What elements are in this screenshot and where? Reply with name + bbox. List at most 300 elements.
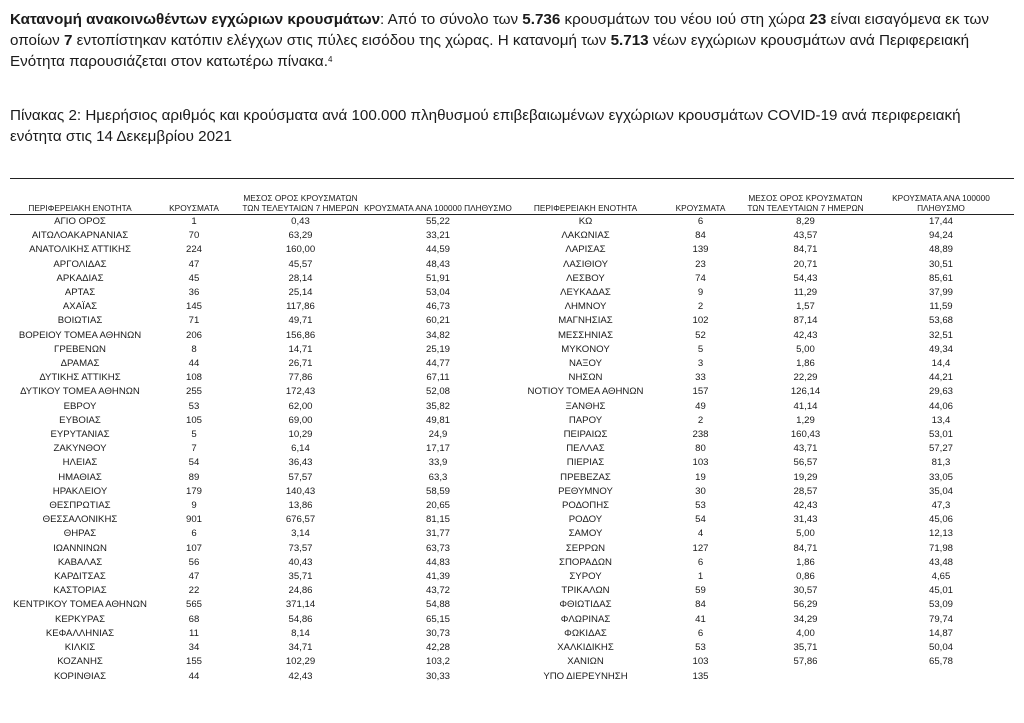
left-cases-cell: 155: [185, 656, 202, 668]
right-avg7-cell: 35,71: [793, 642, 818, 654]
table-row: [10, 499, 1014, 513]
right-region-cell: ΣΕΡΡΩΝ: [565, 542, 606, 554]
table-row: [10, 428, 1014, 442]
table-row: [10, 371, 1014, 385]
right-avg7-cell: 28,57: [793, 485, 818, 497]
intro-text-1: : Από το σύνολο των: [380, 11, 523, 28]
right-region-cell: ΦΘΙΩΤΙΔΑΣ: [559, 599, 612, 611]
left-region-cell: ΑΡΓΟΛΙΔΑΣ: [53, 258, 107, 270]
imported-cases: 23: [809, 11, 827, 28]
right-region-cell: ΠΕΛΛΑΣ: [566, 443, 605, 455]
table-row: [10, 442, 1014, 456]
left-cases-cell: 11: [189, 627, 199, 639]
right-avg7-cell: 54,43: [793, 272, 818, 284]
left-avg7-cell: 42,43: [288, 670, 313, 682]
left-cases-cell: 206: [185, 329, 202, 341]
left-per100k-cell: 30,33: [425, 670, 450, 682]
left-region-cell: ΗΛΕΙΑΣ: [62, 457, 98, 469]
table-row: [10, 556, 1014, 570]
left-per100k-cell: 103,2: [425, 656, 450, 668]
left-region-cell: ΚΕΦΑΛΛΗΝΙΑΣ: [45, 627, 115, 639]
right-per100k-cell: 44,06: [928, 400, 953, 412]
right-per100k-cell: 29,63: [928, 386, 953, 398]
intro-title: Κατανομή ανακοινωθέντων εγχώριων κρουσμάτων: [10, 11, 381, 28]
right-per100k-cell: 65,78: [928, 656, 953, 668]
right-cases-cell: 74: [695, 272, 706, 284]
right-region-cell: ΡΟΔΟΥ: [568, 514, 603, 526]
left-avg7-cell: 172,43: [285, 386, 316, 398]
left-avg7-cell: 0,43: [291, 216, 310, 227]
left-region-cell: ΔΥΤΙΚΟΥ ΤΟΜΕΑ ΑΘΗΝΩΝ: [20, 386, 140, 398]
left-per100k-cell: 44,59: [425, 244, 450, 256]
table-row: [10, 598, 1014, 612]
left-per100k-cell: 46,73: [425, 301, 450, 313]
intro-paragraph: [10, 9, 1014, 72]
left-cases-cell: 68: [188, 613, 200, 625]
right-cases-cell: 33: [695, 372, 706, 384]
right-per100k-cell: 79,74: [928, 613, 953, 625]
right-avg7-cell: 4,00: [796, 627, 815, 639]
right-per100k-cell: 30,51: [928, 258, 953, 270]
left-region-cell: ΑΓΙΟ ΟΡΟΣ: [54, 216, 106, 227]
right-cases-cell: 6: [697, 627, 704, 639]
left-avg7-cell: 28,14: [288, 272, 313, 284]
table-row: [10, 215, 1014, 230]
left-per100k-cell: 49,81: [425, 414, 450, 426]
right-avg7-cell: 84,71: [793, 244, 818, 256]
right-per100k-cell: 50,04: [928, 642, 953, 654]
total-cases: 5.736: [522, 11, 561, 28]
left-per100k-cell: 60,21: [425, 315, 450, 327]
left-per100k-cell: 52,08: [425, 386, 450, 398]
right-cases-cell: 2: [697, 301, 704, 313]
left-avg7-cell: 63,29: [288, 230, 313, 242]
left-region-cell: ΑΝΑΤΟΛΙΚΗΣ ΑΤΤΙΚΗΣ: [29, 244, 131, 256]
left-per100k-cell: 24,9: [428, 429, 448, 441]
left-per100k-cell: 33,21: [425, 230, 450, 242]
right-region-cell: ΜΑΓΝΗΣΙΑΣ: [558, 315, 613, 327]
left-cases-cell: 71: [188, 315, 200, 327]
left-avg7-cell: 10,29: [288, 429, 313, 441]
right-cases-cell: 23: [695, 258, 706, 270]
right-region-cell: ΣΠΟΡΑΔΩΝ: [559, 556, 612, 568]
right-per100k-cell: 71,98: [928, 542, 953, 554]
left-region-cell: ΕΥΡΥΤΑΝΙΑΣ: [50, 429, 110, 441]
right-region-cell: ΦΩΚΙΔΑΣ: [564, 627, 607, 639]
intro-text-2: κρουσμάτων του νέου ιού στη χώρα: [560, 11, 810, 28]
right-cases-cell: 5: [697, 343, 704, 355]
footnote-marker: 4: [327, 55, 333, 64]
left-avg7-cell: 69,00: [288, 414, 313, 426]
table-row: [10, 357, 1014, 371]
left-per100k-cell: 43,72: [425, 585, 450, 597]
left-cases-cell: 45: [188, 272, 200, 284]
right-region-cell: ΤΡΙΚΑΛΩΝ: [561, 585, 610, 597]
left-cases-cell: 565: [185, 599, 202, 611]
left-region-cell: ΚΟΖΑΝΗΣ: [57, 656, 103, 668]
cases-table-container: [10, 178, 1014, 684]
right-avg7-cell: 0,86: [796, 571, 815, 583]
left-avg7-cell: 54,86: [288, 613, 313, 625]
right-cases-cell: 80: [695, 443, 706, 455]
left-avg7-cell: 14,71: [288, 343, 313, 355]
right-avg7-cell: [743, 670, 868, 684]
left-region-cell: ΕΒΡΟΥ: [63, 400, 97, 412]
left-per100k-cell: 51,91: [425, 272, 450, 284]
left-cases-cell: 8: [191, 343, 197, 355]
right-per100k-cell: 37,99: [928, 287, 953, 299]
right-per100k-cell: 85,61: [928, 272, 953, 284]
right-region-cell: ΚΩ: [578, 216, 593, 227]
left-region-cell: ΘΕΣΣΑΛΟΝΙΚΗΣ: [42, 514, 118, 526]
left-region-cell: ΕΥΒΟΙΑΣ: [59, 414, 101, 426]
domestic-cases: 5.713: [610, 32, 649, 49]
right-avg7-cell: 5,00: [796, 343, 815, 355]
left-region-cell: ΘΗΡΑΣ: [63, 528, 97, 540]
right-avg7-cell: 87,14: [793, 315, 818, 327]
left-avg7-cell: 24,86: [288, 585, 313, 597]
table-row: [10, 627, 1014, 641]
cases-table: [10, 179, 1014, 684]
left-per100k-cell: 67,11: [426, 372, 450, 384]
table-row: [10, 456, 1014, 470]
left-region-cell: ΒΟΙΩΤΙΑΣ: [57, 315, 103, 327]
table-row: [10, 329, 1014, 343]
right-cases-cell: 135: [692, 670, 709, 682]
left-cases-cell: 70: [188, 230, 200, 242]
header-region-left: ΠΕΡΙΦΕΡΕΙΑΚΗ ΕΝΟΤΗΤΑ: [10, 179, 150, 215]
table-caption: Πίνακας 2: Ημερήσιος αριθμός και κρούσματα ανά 100.000 πληθυσμού επιβεβαιωμένων εγχώριων κρουσμάτων COVID-19 ανά περιφερειακή ενότητα στις 14 Δεκεμβρίου 2021: [10, 107, 961, 145]
left-cases-cell: 56: [188, 556, 200, 568]
right-per100k-cell: 43,48: [928, 556, 953, 568]
right-per100k-cell: 11,59: [929, 301, 953, 313]
left-region-cell: ΓΡΕΒΕΝΩΝ: [54, 343, 106, 355]
right-cases-cell: 59: [695, 585, 706, 597]
left-cases-cell: 36: [188, 287, 200, 299]
table-row: [10, 385, 1014, 399]
table-row: [10, 641, 1014, 655]
left-avg7-cell: 45,57: [288, 258, 313, 270]
left-region-cell: ΘΕΣΠΡΩΤΙΑΣ: [49, 500, 111, 512]
right-avg7-cell: 56,57: [793, 457, 818, 469]
left-per100k-cell: 20,65: [425, 500, 450, 512]
right-cases-cell: 139: [692, 244, 709, 256]
left-avg7-cell: 57,57: [288, 471, 313, 483]
table-row: [10, 670, 1014, 684]
left-avg7-cell: 62,00: [288, 400, 313, 412]
header-region-right: ΠΕΡΙΦΕΡΕΙΑΚΗ ΕΝΟΤΗΤΑ: [513, 179, 658, 215]
right-avg7-cell: 22,29: [793, 372, 818, 384]
left-per100k-cell: 55,22: [425, 216, 450, 227]
right-cases-cell: 3: [697, 358, 704, 370]
left-avg7-cell: 13,86: [288, 500, 313, 512]
left-cases-cell: 22: [188, 585, 200, 597]
right-avg7-cell: 56,29: [793, 599, 818, 611]
right-avg7-cell: 43,57: [793, 230, 818, 242]
left-cases-cell: 54: [188, 457, 200, 469]
right-per100k-cell: 32,51: [928, 329, 953, 341]
left-region-cell: ΙΩΑΝΝΙΝΩΝ: [53, 542, 107, 554]
left-cases-cell: 108: [185, 372, 202, 384]
right-region-cell: ΛΕΥΚΑΔΑΣ: [560, 287, 611, 299]
right-per100k-cell: 14,4: [931, 358, 951, 370]
right-region-cell: ΛΕΣΒΟΥ: [566, 272, 605, 284]
right-per100k-cell: 12,13: [928, 528, 953, 540]
right-avg7-cell: 20,71: [793, 258, 818, 270]
left-region-cell: ΒΟΡΕΙΟΥ ΤΟΜΕΑ ΑΘΗΝΩΝ: [18, 329, 142, 341]
left-per100k-cell: 33,9: [428, 457, 448, 469]
right-avg7-cell: 31,43: [793, 514, 818, 526]
table-row: [10, 343, 1014, 357]
left-region-cell: ΚΟΡΙΝΘΙΑΣ: [53, 670, 107, 682]
left-per100k-cell: 35,82: [425, 400, 450, 412]
left-per100k-cell: 30,73: [425, 627, 450, 639]
right-per100k-cell: 44,21: [928, 372, 953, 384]
right-cases-cell: 54: [695, 514, 706, 526]
table-row: [10, 527, 1014, 541]
right-per100k-cell: 94,24: [928, 230, 953, 242]
left-avg7-cell: 73,57: [288, 542, 313, 554]
left-cases-cell: 89: [188, 471, 200, 483]
right-cases-cell: 19: [695, 471, 706, 483]
right-cases-cell: 157: [692, 386, 709, 398]
table-row: [10, 542, 1014, 556]
right-per100k-cell: 53,09: [928, 599, 953, 611]
right-avg7-cell: 160,43: [790, 429, 821, 441]
left-cases-cell: 34: [188, 642, 200, 654]
header-avg7-left: ΜΕΣΟΣ ΟΡΟΣ ΚΡΟΥΣΜΑΤΩΝ ΤΩΝ ΤΕΛΕΥΤΑΙΩΝ 7 ΗΜΕΡΩΝ: [238, 179, 363, 215]
right-region-cell: ΦΛΩΡΙΝΑΣ: [560, 613, 611, 625]
left-per100k-cell: 31,77: [425, 528, 450, 540]
left-cases-cell: 255: [185, 386, 202, 398]
left-avg7-cell: 117,86: [286, 301, 315, 313]
right-region-cell: ΣΑΜΟΥ: [568, 528, 603, 540]
left-per100k-cell: 63,73: [425, 542, 450, 554]
right-per100k-cell: 53,01: [928, 429, 953, 441]
table-row: [10, 286, 1014, 300]
right-avg7-cell: 1,57: [796, 301, 815, 313]
left-avg7-cell: 26,71: [288, 358, 313, 370]
left-avg7-cell: 676,57: [285, 514, 316, 526]
right-avg7-cell: 84,71: [793, 542, 818, 554]
table-header-row: [10, 179, 1014, 215]
table-row: [10, 314, 1014, 328]
right-region-cell: ΝΗΣΩΝ: [568, 372, 603, 384]
right-region-cell: ΛΑΣΙΘΙΟΥ: [562, 258, 609, 270]
left-region-cell: ΚΙΛΚΙΣ: [64, 642, 96, 654]
right-region-cell: ΜΥΚΟΝΟΥ: [561, 343, 610, 355]
right-region-cell: ΝΑΞΟΥ: [568, 358, 603, 370]
right-per100k-cell: [868, 670, 1014, 684]
left-region-cell: ΚΕΝΤΡΙΚΟΥ ΤΟΜΕΑ ΑΘΗΝΩΝ: [13, 599, 147, 611]
right-per100k-cell: 45,01: [928, 585, 953, 597]
right-per100k-cell: 48,89: [928, 244, 953, 256]
right-per100k-cell: 47,3: [931, 500, 951, 512]
left-cases-cell: 47: [188, 571, 200, 583]
right-region-cell: ΣΥΡΟΥ: [569, 571, 602, 583]
right-avg7-cell: 42,43: [793, 329, 818, 341]
table-row: [10, 243, 1014, 257]
left-region-cell: ΑΧΑΪΑΣ: [62, 301, 98, 313]
left-per100k-cell: 48,43: [425, 258, 450, 270]
right-region-cell: ΜΕΣΣΗΝΙΑΣ: [557, 329, 614, 341]
left-avg7-cell: 8,14: [291, 627, 310, 639]
right-cases-cell: 9: [697, 287, 704, 299]
left-avg7-cell: 140,43: [285, 485, 316, 497]
left-region-cell: ΑΡΤΑΣ: [64, 287, 96, 299]
left-cases-cell: 224: [185, 244, 202, 256]
left-avg7-cell: 156,86: [285, 329, 316, 341]
right-cases-cell: 1: [697, 571, 704, 583]
right-avg7-cell: 57,86: [793, 656, 818, 668]
left-per100k-cell: 81,15: [425, 514, 450, 526]
left-region-cell: ΗΡΑΚΛΕΙΟΥ: [52, 485, 108, 497]
left-per100k-cell: 44,77: [425, 358, 450, 370]
left-per100k-cell: 17,17: [425, 443, 450, 455]
left-region-cell: ΚΑΒΑΛΑΣ: [57, 556, 103, 568]
right-cases-cell: 53: [695, 642, 706, 654]
table-row: [10, 229, 1014, 243]
left-cases-cell: 6: [191, 528, 197, 540]
left-avg7-cell: 34,71: [288, 642, 313, 654]
left-per100k-cell: 54,88: [425, 599, 450, 611]
right-region-cell: ΠΕΙΡΑΙΩΣ: [563, 429, 608, 441]
right-per100k-cell: 14,87: [928, 627, 953, 639]
right-cases-cell: 53: [695, 500, 706, 512]
left-avg7-cell: 40,43: [288, 556, 313, 568]
left-avg7-cell: 6,14: [291, 443, 310, 455]
right-region-cell: ΥΠΟ ΔΙΕΡΕΥΝΗΣΗ: [543, 670, 628, 682]
left-cases-cell: 1: [191, 216, 197, 227]
left-per100k-cell: 42,28: [425, 642, 450, 654]
table-body: [10, 215, 1014, 684]
right-region-cell: ΧΑΝΙΩΝ: [567, 656, 604, 668]
left-per100k-cell: 58,59: [425, 485, 450, 497]
right-cases-cell: 103: [692, 656, 709, 668]
left-per100k-cell: 41,39: [425, 571, 450, 583]
right-per100k-cell: 45,06: [928, 514, 953, 526]
right-avg7-cell: 126,14: [790, 386, 821, 398]
left-cases-cell: 7: [191, 443, 197, 455]
left-cases-cell: 145: [185, 301, 202, 313]
left-region-cell: ΚΕΡΚΥΡΑΣ: [54, 613, 105, 625]
left-cases-cell: 47: [188, 258, 200, 270]
right-avg7-cell: 34,29: [793, 613, 818, 625]
right-avg7-cell: 8,29: [796, 216, 815, 227]
left-region-cell: ΔΥΤΙΚΗΣ ΑΤΤΙΚΗΣ: [39, 372, 121, 384]
right-cases-cell: 41: [695, 613, 706, 625]
left-cases-cell: 105: [185, 414, 202, 426]
left-per100k-cell: 25,19: [425, 343, 450, 355]
table-row: [10, 584, 1014, 598]
left-avg7-cell: 49,71: [288, 315, 313, 327]
right-cases-cell: 84: [695, 230, 706, 242]
right-region-cell: ΛΑΡΙΣΑΣ: [565, 244, 606, 256]
left-avg7-cell: 3,14: [291, 528, 310, 540]
left-cases-cell: 44: [188, 670, 200, 682]
table-row: [10, 570, 1014, 584]
right-region-cell: ΛΑΚΩΝΙΑΣ: [561, 230, 610, 242]
left-cases-cell: 44: [188, 358, 200, 370]
right-avg7-cell: 5,00: [796, 528, 815, 540]
left-cases-cell: 901: [185, 514, 202, 526]
right-cases-cell: 52: [695, 329, 706, 341]
header-cases-right: ΚΡΟΥΣΜΑΤΑ: [658, 179, 743, 215]
right-cases-cell: 6: [697, 216, 704, 227]
right-cases-cell: 30: [695, 485, 706, 497]
right-cases-cell: 103: [692, 457, 709, 469]
right-region-cell: ΞΑΝΘΗΣ: [565, 400, 606, 412]
left-region-cell: ΖΑΚΥΝΘΟΥ: [53, 443, 107, 455]
right-cases-cell: 4: [697, 528, 704, 540]
right-avg7-cell: 41,14: [793, 400, 818, 412]
left-cases-cell: 107: [185, 542, 202, 554]
right-cases-cell: 127: [692, 542, 709, 554]
right-per100k-cell: 49,34: [928, 343, 953, 355]
table-row: [10, 300, 1014, 314]
left-region-cell: ΚΑΣΤΟΡΙΑΣ: [53, 585, 107, 597]
table-row: [10, 513, 1014, 527]
left-per100k-cell: 44,83: [425, 556, 450, 568]
left-avg7-cell: 36,43: [288, 457, 313, 469]
table-row: [10, 655, 1014, 669]
right-cases-cell: 2: [697, 414, 704, 426]
right-region-cell: ΠΡΕΒΕΖΑΣ: [560, 471, 611, 483]
left-region-cell: ΔΡΑΜΑΣ: [60, 358, 100, 370]
left-avg7-cell: 160,00: [285, 244, 316, 256]
right-per100k-cell: 53,68: [928, 315, 953, 327]
right-per100k-cell: 13,4: [931, 414, 951, 426]
left-region-cell: ΚΑΡΔΙΤΣΑΣ: [54, 571, 106, 583]
left-per100k-cell: 53,04: [425, 287, 450, 299]
left-per100k-cell: 65,15: [425, 613, 450, 625]
header-per100k-right: ΚΡΟΥΣΜΑΤΑ ΑΝΑ 100000 ΠΛΗΘΥΣΜΟ: [868, 179, 1014, 215]
right-cases-cell: 6: [697, 556, 704, 568]
left-region-cell: ΗΜΑΘΙΑΣ: [58, 471, 102, 483]
left-cases-cell: 9: [191, 500, 197, 512]
right-per100k-cell: 33,05: [928, 471, 953, 483]
table-row: [10, 471, 1014, 485]
right-avg7-cell: 43,71: [793, 443, 818, 455]
header-avg7-right: ΜΕΣΟΣ ΟΡΟΣ ΚΡΟΥΣΜΑΤΩΝ ΤΩΝ ΤΕΛΕΥΤΑΙΩΝ 7 ΗΜΕΡΩΝ: [743, 179, 868, 215]
right-per100k-cell: 17,44: [928, 216, 953, 227]
right-region-cell: ΠΙΕΡΙΑΣ: [566, 457, 605, 469]
left-cases-cell: 5: [191, 429, 197, 441]
left-avg7-cell: 25,14: [288, 287, 313, 299]
header-cases-left: ΚΡΟΥΣΜΑΤΑ: [150, 179, 238, 215]
right-avg7-cell: 30,57: [793, 585, 818, 597]
intro-text-5: νέων εγχώριων κρουσμάτων ανά Περιφερειακή Ενότητα παρουσιάζεται στον κατωτέρω πίνακα.: [10, 32, 970, 70]
left-region-cell: ΑΙΤΩΛΟΑΚΑΡΝΑΝΙΑΣ: [31, 230, 129, 242]
right-cases-cell: 238: [692, 429, 709, 441]
right-avg7-cell: 1,86: [796, 556, 815, 568]
right-cases-cell: 49: [695, 400, 706, 412]
right-per100k-cell: 4,65: [931, 571, 951, 583]
left-avg7-cell: 371,14: [285, 599, 316, 611]
right-region-cell: ΝΟΤΙΟΥ ΤΟΜΕΑ ΑΘΗΝΩΝ: [527, 386, 644, 398]
right-cases-cell: 84: [695, 599, 706, 611]
right-region-cell: ΡΕΘΥΜΝΟΥ: [558, 485, 613, 497]
right-region-cell: ΧΑΛΚΙΔΙΚΗΣ: [557, 642, 614, 654]
right-region-cell: ΠΑΡΟΥ: [568, 414, 603, 426]
right-avg7-cell: 11,29: [793, 287, 818, 299]
right-per100k-cell: 35,04: [928, 485, 953, 497]
right-avg7-cell: 1,86: [796, 358, 815, 370]
table-row: [10, 258, 1014, 272]
left-avg7-cell: 102,29: [285, 656, 316, 668]
left-avg7-cell: 77,86: [288, 372, 313, 384]
table-row: [10, 400, 1014, 414]
